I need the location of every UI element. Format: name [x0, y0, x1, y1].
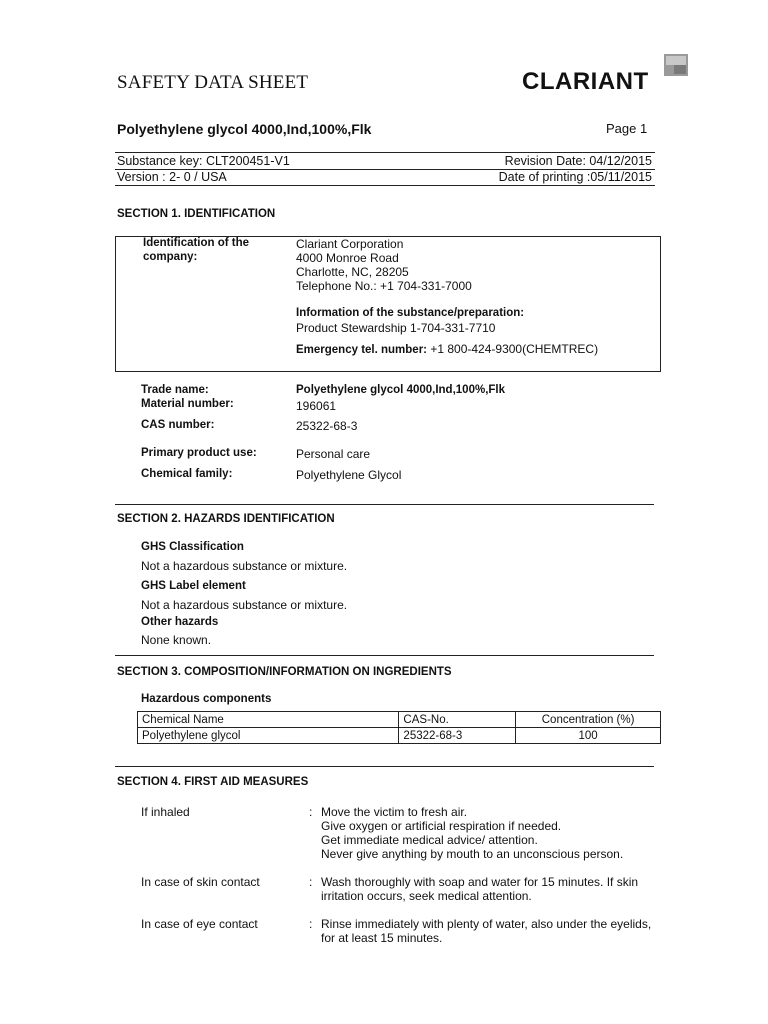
skin-contact-instructions — [321, 875, 638, 903]
instruction-line: Wash thoroughly with soap and water for 15 minutes. If skin — [321, 875, 639, 889]
if-inhaled-label: If inhaled — [141, 805, 190, 819]
revision-date: Revision Date: 04/12/2015 — [504, 154, 652, 168]
brand-name: CLARIANT — [522, 68, 649, 95]
clariant-logo-mark-icon — [664, 54, 688, 76]
ghs-classification-value: Not a hazardous substance or mixture. — [141, 559, 348, 573]
clariant-logo — [520, 54, 690, 94]
table-cell: 25322-68-3 — [399, 728, 516, 744]
divider — [115, 185, 655, 186]
divider — [115, 655, 654, 656]
cas-number-value: 25322-68-3 — [296, 419, 358, 433]
company-line: Charlotte, NC, 28205 — [296, 265, 409, 279]
table-cell: 100 — [516, 728, 661, 744]
material-number-label: Material number: — [141, 398, 234, 410]
substance-key: Substance key: CLT200451-V1 — [117, 154, 290, 168]
company-address — [296, 237, 472, 293]
eye-contact-instructions — [321, 917, 651, 945]
company-label-line-2: company: — [143, 251, 198, 263]
ghs-label-element-label: GHS Label element — [141, 580, 246, 592]
trade-name-value: Polyethylene glycol 4000,Ind,100%,Flk — [296, 384, 506, 396]
instruction-line: Move the victim to fresh air. — [321, 805, 468, 819]
if-inhaled-instructions — [321, 805, 623, 861]
divider — [115, 504, 654, 505]
trade-name-label: Trade name: — [141, 384, 209, 396]
material-number-value: 196061 — [296, 399, 337, 413]
other-hazards-label: Other hazards — [141, 616, 219, 628]
colon-separator: : — [309, 805, 313, 819]
emergency-value: +1 800-424-9300(CHEMTREC) — [427, 342, 599, 356]
other-hazards-value: None known. — [141, 633, 212, 647]
document-title: SAFETY DATA SHEET — [117, 72, 309, 93]
chemical-family-value: Polyethylene Glycol — [296, 468, 402, 482]
instruction-line: Never give anything by mouth to an unconscious person. — [321, 847, 624, 861]
table-header-row — [138, 712, 661, 728]
instruction-line: for at least 15 minutes. — [321, 931, 443, 945]
instruction-line: Give oxygen or artificial respiration if needed. — [321, 819, 562, 833]
primary-use-label: Primary product use: — [141, 447, 257, 459]
ghs-classification-label: GHS Classification — [141, 541, 244, 553]
chemical-family-label: Chemical family: — [141, 468, 233, 480]
instruction-line: Rinse immediately with plenty of water, also under the eyelids, — [321, 917, 652, 931]
eye-contact-label: In case of eye contact — [141, 917, 258, 931]
column-header: Concentration (%) — [516, 712, 661, 728]
printing-date: Date of printing :05/11/2015 — [498, 170, 652, 184]
version: Version : 2- 0 / USA — [117, 170, 227, 184]
hazardous-components-label: Hazardous components — [141, 693, 272, 705]
product-title: Polyethylene glycol 4000,Ind,100%,Flk — [117, 121, 372, 137]
info-substance-label: Information of the substance/preparation: — [296, 307, 525, 319]
section-3-heading: SECTION 3. COMPOSITION/INFORMATION ON INGREDIENTS — [117, 666, 452, 678]
company-label-line-1: Identification of the — [143, 237, 250, 249]
skin-contact-label: In case of skin contact — [141, 875, 260, 889]
company-line: Clariant Corporation — [296, 237, 404, 251]
company-line: 4000 Monroe Road — [296, 251, 399, 265]
company-line: Telephone No.: +1 704-331-7000 — [296, 279, 472, 293]
cas-number-label: CAS number: — [141, 419, 215, 431]
section-1-heading: SECTION 1. IDENTIFICATION — [117, 208, 276, 220]
column-header: CAS-No. — [399, 712, 516, 728]
section-2-heading: SECTION 2. HAZARDS IDENTIFICATION — [117, 513, 335, 525]
info-substance-value: Product Stewardship 1-704-331-7710 — [296, 321, 496, 335]
divider — [115, 766, 654, 767]
section-4-heading: SECTION 4. FIRST AID MEASURES — [117, 776, 309, 788]
ghs-label-element-value: Not a hazardous substance or mixture. — [141, 598, 348, 612]
divider — [115, 152, 655, 153]
table-row — [138, 728, 661, 744]
page-number: Page 1 — [606, 121, 648, 136]
emergency-label: Emergency tel. number: — [296, 344, 428, 356]
emergency-number — [296, 342, 598, 357]
colon-separator: : — [309, 875, 313, 889]
colon-separator: : — [309, 917, 313, 931]
primary-use-value: Personal care — [296, 447, 371, 461]
table-cell: Polyethylene glycol — [138, 728, 399, 744]
instruction-line: Get immediate medical advice/ attention. — [321, 833, 538, 847]
instruction-line: irritation occurs, seek medical attention. — [321, 889, 532, 903]
column-header: Chemical Name — [138, 712, 399, 728]
components-table — [137, 711, 661, 744]
